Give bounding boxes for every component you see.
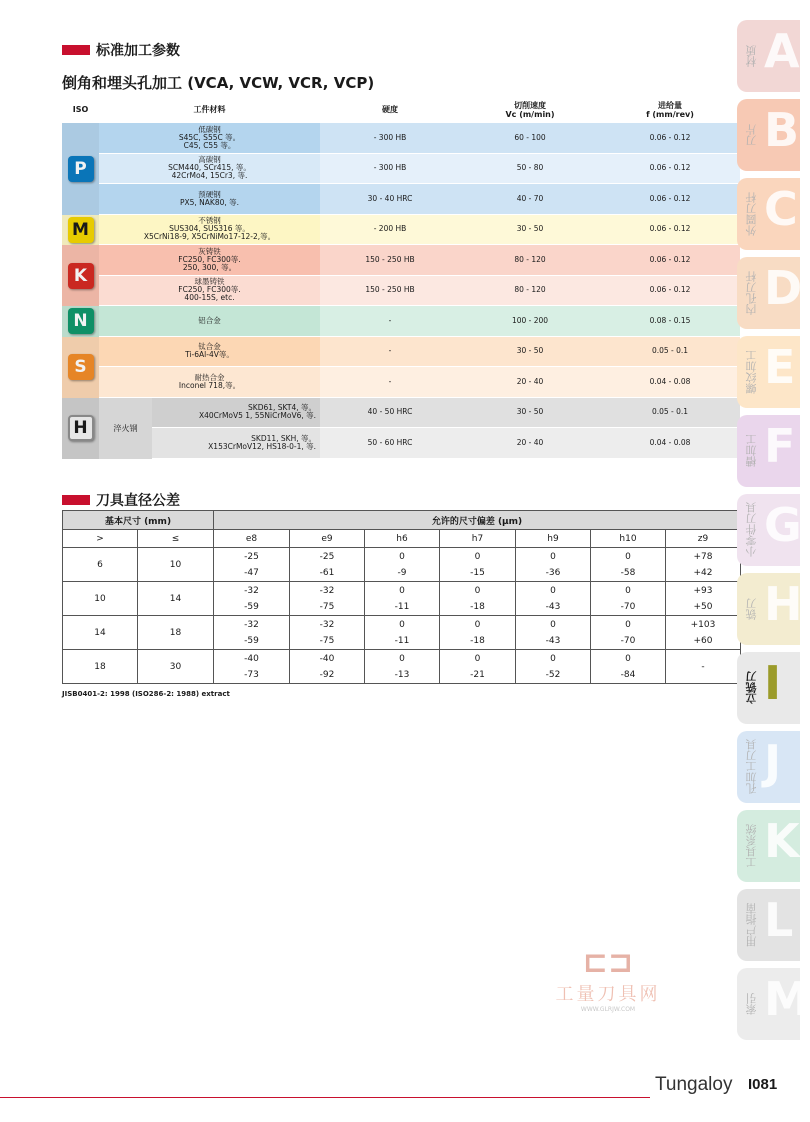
material-cell — [99, 154, 320, 184]
tolerance-cell — [440, 650, 516, 684]
tolerance-cell — [290, 616, 365, 650]
watermark-text: 工量刀具网 — [555, 984, 661, 1005]
material-line: FC250, FC300等. — [178, 254, 241, 264]
material-cell — [99, 367, 320, 397]
material-line: 灰铸铁 — [198, 246, 221, 256]
tolerance-cell — [591, 650, 666, 684]
upper-deviation: 0 — [399, 551, 405, 562]
table-row — [62, 154, 740, 185]
upper-deviation: 0 — [625, 551, 631, 562]
material-line: Ti-6Al-4V等。 — [185, 350, 234, 360]
side-tab-k[interactable] — [737, 810, 800, 882]
material-cell — [99, 245, 320, 275]
section-title-text: 标准加工参数 — [96, 43, 180, 59]
material-line: X153CrMoV12, HS18-0-1, 等. — [208, 441, 316, 451]
size-cell: 14 — [138, 582, 214, 616]
hardness-cell: 150 - 250 HB — [320, 276, 460, 306]
grade-header: e9 — [290, 530, 365, 548]
header-vc-line2: Vc (m/min) — [505, 109, 555, 119]
lower-deviation: -84 — [620, 669, 636, 680]
upper-deviation: -32 — [319, 619, 335, 630]
side-tab-j[interactable] — [737, 731, 800, 803]
lower-deviation: -11 — [394, 635, 410, 646]
size-cell: 10 — [63, 582, 138, 616]
upper-deviation: -25 — [319, 551, 335, 562]
lower-deviation: -52 — [545, 669, 561, 680]
watermark-logo-icon: ⊏⊐ — [582, 945, 634, 980]
lower-deviation: -13 — [394, 669, 410, 680]
material-line: X5CrNi18-9, X5CrNiMo17-12-2,等。 — [143, 232, 276, 242]
lower-deviation: -36 — [545, 567, 561, 578]
tolerance-cell — [365, 616, 440, 650]
iso-badge-p-icon: P — [68, 156, 94, 182]
iso-cell — [62, 123, 99, 215]
lower-deviation: -11 — [394, 601, 410, 612]
material-line: Inconel 718,等。 — [178, 380, 241, 390]
upper-deviation: 0 — [399, 653, 405, 664]
material-line: PX5, NAK80, 等. — [179, 197, 240, 207]
tolerance-cell — [591, 616, 666, 650]
upper-deviation: -25 — [244, 551, 259, 562]
sub-gt: > — [63, 530, 138, 548]
upper-deviation: 0 — [550, 653, 556, 664]
lower-deviation: -75 — [319, 601, 335, 612]
header-basic-size: 基本尺寸 (mm) — [63, 511, 214, 530]
material-line: S45C, S55C 等。 — [178, 132, 241, 142]
grade-header: h10 — [591, 530, 666, 548]
feed-cell: 0.06 - 0.12 — [600, 184, 740, 214]
side-tab-label: 螺纹加工 — [745, 350, 758, 394]
side-tab-l[interactable] — [737, 889, 800, 961]
material-line: 球墨铸铁 — [194, 277, 225, 287]
upper-deviation: -32 — [244, 619, 259, 630]
table-row — [63, 616, 741, 650]
upper-deviation: 0 — [474, 551, 481, 562]
material-group-cell: 淬火钢 — [99, 398, 152, 459]
grade-header: h9 — [516, 530, 591, 548]
feed-cell: 0.06 - 0.12 — [600, 276, 740, 306]
tolerance-cell — [290, 548, 365, 582]
tolerance-cell — [290, 582, 365, 616]
material-line: 不锈钢 — [198, 216, 221, 226]
lower-deviation: -43 — [545, 635, 561, 646]
tolerance-cell — [516, 650, 591, 684]
material-line: 预硬钢 — [198, 189, 221, 199]
table-row — [62, 306, 740, 337]
material-line: FC250, FC300等. — [178, 285, 241, 295]
vc-cell: 50 - 80 — [460, 154, 600, 184]
lower-deviation: +50 — [693, 601, 713, 612]
feed-cell: 0.04 - 0.08 — [600, 428, 740, 458]
feed-cell: 0.05 - 0.1 — [600, 398, 740, 428]
material-line: 42CrMo4, 15Cr3, 等. — [171, 171, 248, 181]
hardness-cell: - 300 HB — [320, 154, 460, 184]
iso-cell — [62, 337, 99, 398]
header-tolerance: 允许的尺寸偏差 (μm) — [214, 511, 741, 530]
iso-badge-m-icon: M — [68, 217, 94, 243]
section-title-machining — [62, 40, 180, 60]
section-title-tolerance — [62, 490, 180, 510]
lower-deviation: -18 — [470, 635, 485, 646]
side-tab-letter: D — [764, 261, 803, 315]
header-vc-line1: 切削速度 — [514, 100, 546, 110]
vc-cell: 60 - 100 — [460, 123, 600, 153]
table-row — [62, 215, 740, 246]
header-feed — [600, 96, 740, 123]
lower-deviation: -70 — [620, 601, 636, 612]
side-tab-label: 铣刀 — [745, 598, 758, 620]
side-tab-c[interactable] — [737, 178, 800, 250]
tolerance-cell — [365, 548, 440, 582]
upper-deviation: - — [701, 661, 705, 672]
footer-line — [0, 1097, 650, 1098]
side-tab-m[interactable] — [737, 968, 810, 1040]
material-line: 钛合金 — [198, 342, 221, 352]
tolerance-cell — [666, 650, 741, 684]
table-row — [62, 337, 740, 368]
tolerance-cell — [365, 582, 440, 616]
red-bar-icon — [62, 45, 90, 55]
side-tab-letter: J — [764, 735, 782, 789]
side-tab-letter: I — [764, 656, 782, 710]
side-tab-label: 内孔刀杆 — [745, 271, 758, 315]
tolerance-subheader — [63, 530, 741, 548]
vc-cell: 30 - 50 — [460, 215, 600, 245]
side-tab-label: 立铣刀 — [745, 671, 758, 705]
tolerance-cell — [516, 548, 591, 582]
table-row — [62, 398, 740, 429]
vc-cell: 30 - 50 — [460, 398, 600, 428]
iso-cell — [62, 398, 99, 459]
material-line: 铝合金 — [198, 315, 221, 325]
vc-cell: 40 - 70 — [460, 184, 600, 214]
lower-deviation: -59 — [244, 635, 259, 646]
side-tab-i[interactable] — [737, 652, 800, 724]
lower-deviation: -15 — [470, 567, 485, 578]
material-line: 耐热合金 — [194, 372, 225, 382]
material-line: 250, 300, 等。 — [182, 262, 237, 272]
material-line: 低碳钢 — [198, 124, 221, 134]
feed-cell: 0.06 - 0.12 — [600, 215, 740, 245]
hardness-cell: - — [320, 306, 460, 336]
lower-deviation: -73 — [244, 669, 259, 680]
table-row — [62, 184, 740, 215]
table-row — [62, 367, 740, 398]
material-cell — [99, 337, 320, 367]
side-tab-label: 材质 — [745, 45, 758, 67]
lower-deviation: -75 — [319, 635, 335, 646]
page-subtitle: 倒角和埋头孔加工 (VCA, VCW, VCR, VCP) — [62, 74, 375, 92]
header-vc — [460, 96, 600, 123]
table-row — [63, 548, 741, 582]
upper-deviation: 0 — [625, 619, 631, 630]
side-tab-letter: M — [764, 972, 810, 1026]
watermark — [538, 945, 678, 1013]
material-line: C45, C55 等。 — [183, 140, 236, 150]
material-line: 高碳钢 — [198, 155, 221, 165]
upper-deviation: -32 — [244, 585, 259, 596]
size-cell: 18 — [138, 616, 214, 650]
side-tab-letter: K — [764, 814, 800, 868]
material-line: SUS304, SUS316 等。 — [169, 224, 250, 234]
grade-header: h6 — [365, 530, 440, 548]
hardness-cell: 30 - 40 HRC — [320, 184, 460, 214]
tolerance-cell — [214, 548, 290, 582]
side-tab-e[interactable] — [737, 336, 800, 408]
side-tab-letter: C — [764, 182, 798, 236]
upper-deviation: 0 — [474, 653, 481, 664]
tolerance-cell — [440, 548, 516, 582]
tolerance-cell — [591, 582, 666, 616]
vc-cell: 20 - 40 — [460, 367, 600, 397]
tolerance-cell — [290, 650, 365, 684]
header-hardness: 硬度 — [382, 105, 398, 114]
feed-cell: 0.06 - 0.12 — [600, 154, 740, 184]
tolerance-cell — [365, 650, 440, 684]
size-cell: 14 — [63, 616, 138, 650]
upper-deviation: -32 — [319, 585, 335, 596]
side-tab-label: 孔加工刀具 — [745, 739, 758, 795]
upper-deviation: 0 — [625, 585, 631, 596]
table-row — [62, 276, 740, 307]
iso-badge-k-icon: K — [68, 263, 94, 289]
tolerance-cell — [666, 548, 741, 582]
side-tab-label: 槽加工 — [745, 434, 758, 468]
tolerance-cell — [214, 582, 290, 616]
side-tab-f[interactable] — [737, 415, 800, 487]
side-tab-label: 外圆刀杆 — [745, 192, 758, 236]
header-material: 工件材料 — [193, 105, 226, 114]
upper-deviation: 0 — [550, 551, 556, 562]
upper-deviation: 0 — [399, 585, 405, 596]
iso-cell — [62, 215, 99, 246]
lower-deviation: -61 — [319, 567, 335, 578]
table-row — [62, 245, 740, 276]
material-line: SKD11, SKH, 等。 — [251, 433, 316, 443]
hardness-cell: 40 - 50 HRC — [320, 398, 460, 428]
material-line: X40CrMoV5 1, 55NiCrMoV6, 等. — [198, 411, 316, 421]
side-tab-letter: E — [764, 340, 796, 394]
upper-deviation: 0 — [474, 619, 481, 630]
feed-cell: 0.04 - 0.08 — [600, 367, 740, 397]
red-bar-icon — [62, 495, 90, 505]
side-tab-letter: A — [764, 24, 800, 78]
hardness-cell: 50 - 60 HRC — [320, 428, 460, 458]
upper-deviation: 0 — [550, 619, 556, 630]
feed-cell: 0.08 - 0.15 — [600, 306, 740, 336]
size-cell: 6 — [63, 548, 138, 582]
standard-note: JISB0401-2: 1998 (ISO286-2: 1988) extract — [62, 690, 230, 698]
side-tab-letter: G — [764, 498, 802, 552]
header-iso: ISO — [72, 105, 89, 114]
iso-badge-n-icon: N — [68, 308, 94, 334]
iso-cell — [62, 306, 99, 337]
material-cell — [152, 398, 320, 428]
table-row — [62, 123, 740, 154]
lower-deviation: -21 — [470, 669, 485, 680]
material-cell — [152, 428, 320, 458]
side-tab-d[interactable] — [737, 257, 803, 329]
material-cell — [99, 184, 320, 214]
material-line: 400-15S, etc. — [184, 293, 235, 303]
tolerance-cell — [516, 616, 591, 650]
upper-deviation: +78 — [693, 551, 713, 562]
table-row — [62, 428, 740, 459]
hardness-cell: - 300 HB — [320, 123, 460, 153]
tolerance-cell — [516, 582, 591, 616]
vc-cell: 80 - 120 — [460, 245, 600, 275]
header-f-line1: 进给量 — [658, 100, 682, 110]
page-number: I081 — [748, 1076, 778, 1093]
vc-cell: 80 - 120 — [460, 276, 600, 306]
hardness-cell: 150 - 250 HB — [320, 245, 460, 275]
upper-deviation: 0 — [550, 585, 556, 596]
lower-deviation: -59 — [244, 601, 259, 612]
upper-deviation: 0 — [399, 619, 405, 630]
side-tab-g[interactable] — [737, 494, 800, 566]
lower-deviation: -92 — [319, 669, 335, 680]
lower-deviation: +42 — [693, 567, 713, 578]
upper-deviation: +93 — [693, 585, 713, 596]
tolerance-cell — [214, 616, 290, 650]
side-tab-label: 用户指南 — [745, 903, 758, 947]
side-tab-letter: F — [764, 419, 796, 473]
sub-le: ≤ — [138, 530, 214, 548]
side-tab-label: 索引 — [745, 993, 758, 1015]
table-header — [62, 96, 740, 123]
lower-deviation: +60 — [693, 635, 713, 646]
side-tab-letter: B — [764, 103, 800, 157]
machining-parameter-table — [62, 96, 740, 459]
material-line: SCM440, SCr415, 等。 — [168, 163, 251, 173]
table-row — [63, 650, 741, 684]
grade-header: e8 — [214, 530, 290, 548]
vc-cell: 100 - 200 — [460, 306, 600, 336]
upper-deviation: -40 — [319, 653, 335, 664]
side-tab-label: 刀片 — [745, 124, 758, 146]
upper-deviation: -40 — [244, 653, 259, 664]
upper-deviation: +103 — [690, 619, 716, 630]
tolerance-table — [62, 510, 741, 684]
tolerance-cell — [440, 582, 516, 616]
material-cell — [99, 276, 320, 306]
lower-deviation: -18 — [470, 601, 485, 612]
grade-header: h7 — [440, 530, 516, 548]
upper-deviation: 0 — [625, 653, 631, 664]
material-line: SKD61, SKT4, 等。 — [248, 403, 316, 413]
feed-cell: 0.06 - 0.12 — [600, 123, 740, 153]
lower-deviation: -47 — [244, 567, 259, 578]
iso-cell — [62, 245, 99, 306]
size-cell: 18 — [63, 650, 138, 684]
watermark-url: WWW.GLRJW.COM — [580, 1006, 636, 1013]
tolerance-cell — [591, 548, 666, 582]
tolerance-cell — [666, 616, 741, 650]
tolerance-cell — [440, 616, 516, 650]
lower-deviation: -43 — [545, 601, 561, 612]
tolerance-cell — [666, 582, 741, 616]
material-cell — [99, 123, 320, 153]
section-title-text: 刀具直径公差 — [96, 493, 180, 509]
lower-deviation: -9 — [397, 567, 407, 578]
tolerance-cell — [214, 650, 290, 684]
table-row — [63, 582, 741, 616]
material-cell — [99, 215, 320, 245]
side-tab-label: 小零件刀具 — [745, 502, 758, 558]
iso-badge-h-icon: H — [68, 415, 94, 441]
brand-name: Tungaloy — [655, 1074, 733, 1095]
side-tab-b[interactable] — [737, 99, 800, 171]
side-tab-a[interactable] — [737, 20, 800, 92]
side-tab-letter: H — [764, 577, 803, 631]
feed-cell: 0.05 - 0.1 — [600, 337, 740, 367]
size-cell: 30 — [138, 650, 214, 684]
vc-cell: 20 - 40 — [460, 428, 600, 458]
upper-deviation: 0 — [474, 585, 481, 596]
lower-deviation: -58 — [620, 567, 636, 578]
table-body — [62, 123, 740, 459]
side-tab-letter: L — [764, 893, 794, 947]
iso-badge-s-icon: S — [68, 354, 94, 380]
material-cell — [99, 306, 320, 336]
header-f-line2: f (mm/rev) — [646, 109, 694, 119]
side-tab-label: 工具系统 — [745, 824, 758, 868]
grade-header: z9 — [666, 530, 741, 548]
vc-cell: 30 - 50 — [460, 337, 600, 367]
feed-cell: 0.06 - 0.12 — [600, 245, 740, 275]
hardness-cell: - — [320, 337, 460, 367]
size-cell: 10 — [138, 548, 214, 582]
side-tab-h[interactable] — [737, 573, 803, 645]
lower-deviation: -70 — [620, 635, 636, 646]
hardness-cell: - 200 HB — [320, 215, 460, 245]
hardness-cell: - — [320, 367, 460, 397]
